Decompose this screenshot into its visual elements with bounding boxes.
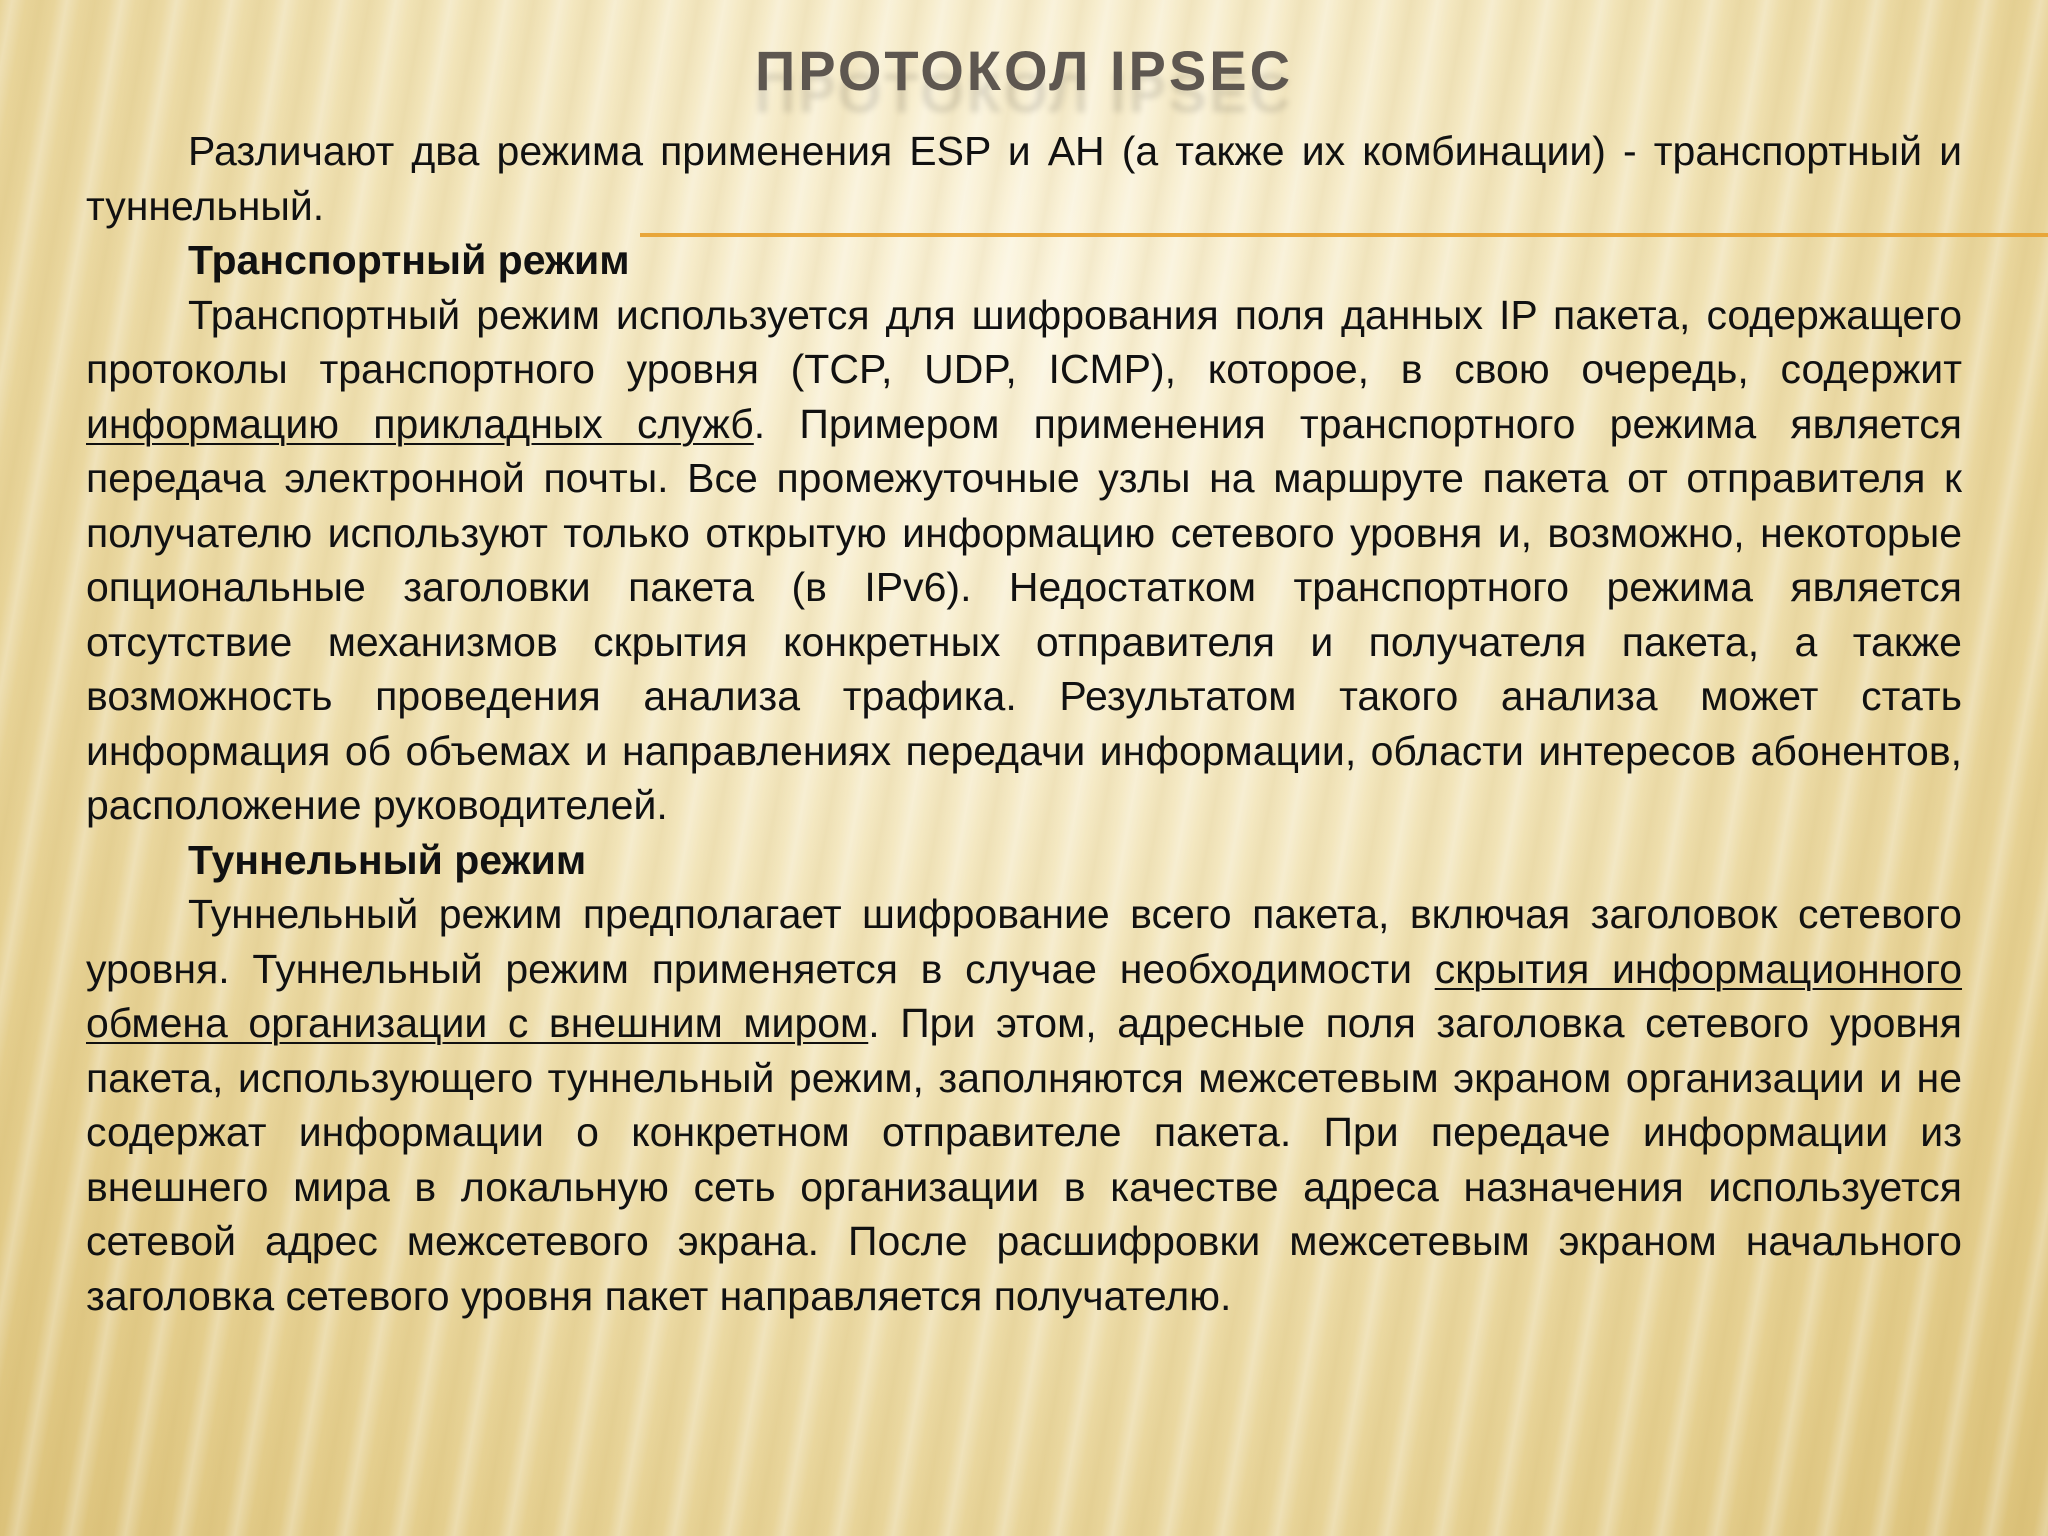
tunnel-mode-heading: Туннельный режим <box>188 836 587 883</box>
transport-text-part-2: . Примером применения транспортного режима является передача электронной почты. Все промежуточные узлы на маршруте пакета от отправителя к получателю используют только открытую информацию сетевого уровня и, возможно, некоторые опциональные заголовки пакета (в IPv6). Недостатком транспортного режима является отсутствие механизмов скрытия конкретных отправителя и получателя пакета, а также возможность проведения анализа трафика. Результатом такого анализа может стать информация об объемах и направлениях передачи информации, области интересов абонентов, расположение руководителей. <box>86 400 1962 828</box>
transport-mode-heading: Транспортный режим <box>188 237 630 283</box>
intro-paragraph: Различают два режима применения ESP и АН (а также их комбинации) - транспортный и туннельный. <box>86 128 1962 229</box>
tunnel-underlined-link[interactable]: скрытия информационного обмена организации с внешним миром <box>86 945 1963 1046</box>
slide-title: ПРОТОКОЛ IPSEC <box>754 39 1294 102</box>
transport-mode-paragraph <box>86 288 1962 833</box>
tunnel-mode-paragraph <box>86 887 1962 1323</box>
transport-text-part-1: Транспортный режим используется для шифрования поля данных IP пакета, содержащего протоколы транспортного уровня (TCP, UDP, ICMP), которое, в свою очередь, содержит <box>86 291 1962 392</box>
tunnel-text-part-2: . При этом, адресные поля заголовка сетевого уровня пакета, использующего туннельный режим, заполняются межсетевым экраном организации и не содержат информации о конкретном отправителе пакета. При передаче информации из внешнего мира в локальную сеть организации в качестве адреса назначения используется сетевой адрес межсетевого экрана. После расшифровки межсетевым экраном начального заголовка сетевого уровня пакет направляется получателю. <box>86 1000 1962 1319</box>
tunnel-text-part-1: Туннельный режим предполагает шифрование всего пакета, включая заголовок сетевого уровня. Туннельный режим применяется в случае необходимости <box>86 891 1962 992</box>
transport-underlined-link[interactable]: информацию прикладных служб <box>86 400 754 447</box>
slide-body <box>86 124 1962 1323</box>
